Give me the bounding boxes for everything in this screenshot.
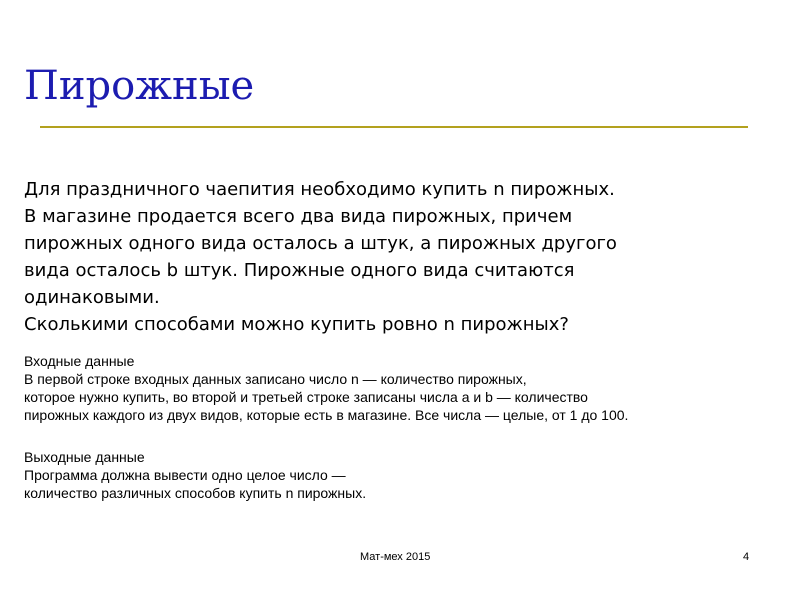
input-data-line: пирожных каждого из двух видов, которые есть в магазине. Все числа — целые, от 1 до 100. (24, 407, 629, 423)
output-data-section (24, 448, 794, 502)
slide-title: Пирожные (24, 63, 255, 109)
title-underline (40, 126, 748, 128)
problem-line: пирожных одного вида осталось a штук, а пирожных другого (24, 233, 617, 254)
problem-line: В магазине продается всего два вида пирожных, причем (24, 206, 573, 227)
problem-line: вида осталось b штук. Пирожные одного вида считаются (24, 260, 575, 281)
output-data-line: Программа должна вывести одно целое число — (24, 467, 346, 483)
problem-line: одинаковыми. (24, 287, 160, 308)
input-data-section (24, 352, 794, 424)
output-data-heading: Выходные данные (24, 449, 145, 465)
output-data-line: количество различных способов купить n пирожных. (24, 485, 367, 501)
problem-line: Для праздничного чаепития необходимо купить n пирожных. (24, 179, 615, 200)
input-data-line: В первой строке входных данных записано число n — количество пирожных, (24, 371, 527, 387)
input-data-heading: Входные данные (24, 353, 135, 369)
footer-text: Мат-мех 2015 (360, 551, 431, 563)
input-data-line: которое нужно купить, во второй и третьей строке записаны числа a и b — количество (24, 389, 588, 405)
problem-question: Сколькими способами можно купить ровно n пирожных? (24, 314, 569, 335)
slide-footer (0, 550, 800, 564)
problem-statement (24, 176, 784, 338)
slide-number: 4 (743, 551, 750, 563)
